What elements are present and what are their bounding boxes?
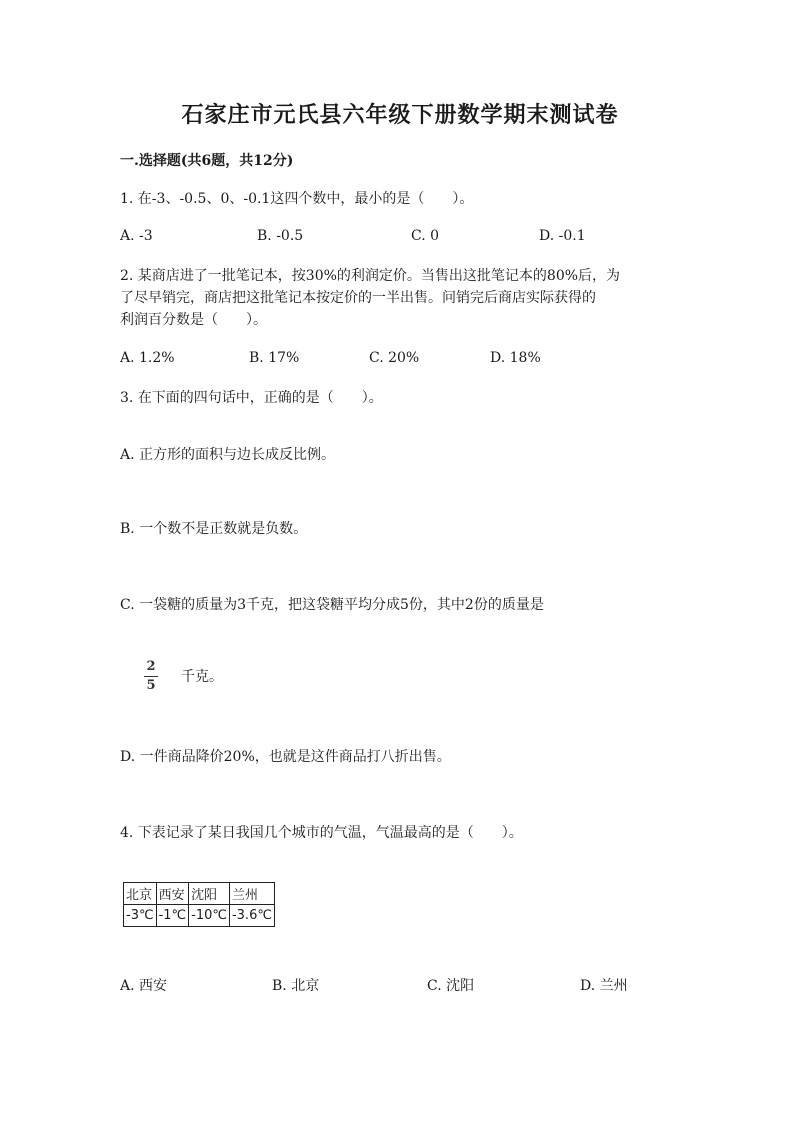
question-4-option-b: B. 北京 xyxy=(272,978,320,994)
page-title: 石家庄市元氏县六年级下册数学期末测试卷 xyxy=(181,102,619,128)
question-1-option-a: A. -3 xyxy=(120,228,153,244)
question-2-line-3: 利润百分数是（ ）。 xyxy=(120,312,267,328)
table-cell-city: 兰州 xyxy=(229,883,274,905)
question-3-option-b: B. 一个数不是正数就是负数。 xyxy=(120,521,308,537)
question-2-option-a: A. 1.2% xyxy=(120,350,175,366)
question-3-option-d: D. 一件商品降价20%，也就是这件商品打八折出售。 xyxy=(120,749,451,765)
question-2-line-1: 2. 某商店进了一批笔记本，按30%的利润定价。当售出这批笔记本的80%后，为 xyxy=(120,268,621,284)
table-cell-city: 西安 xyxy=(156,883,189,905)
question-1-option-b: B. -0.5 xyxy=(257,228,304,244)
table-row-cities xyxy=(124,883,275,905)
table-cell-city: 沈阳 xyxy=(189,883,230,905)
question-1-option-d: D. -0.1 xyxy=(539,228,586,244)
fraction-denominator: 5 xyxy=(146,678,156,693)
question-1-text: 1. 在-3、-0.5、0、-0.1这四个数中，最小的是（ ）。 xyxy=(120,191,474,207)
question-1-option-c: C. 0 xyxy=(411,228,440,244)
question-4-option-a: A. 西安 xyxy=(120,978,168,994)
table-cell-temperature: -1℃ xyxy=(156,905,189,927)
table-row-temperatures xyxy=(124,905,275,927)
fraction-two-fifths xyxy=(144,660,158,693)
temperature-table xyxy=(123,882,275,927)
table-cell-temperature: -3.6℃ xyxy=(229,905,274,927)
question-3-option-c-unit: 千克。 xyxy=(181,669,223,685)
fraction-numerator: 2 xyxy=(146,659,156,674)
question-2-option-b: B. 17% xyxy=(249,350,300,366)
question-2-option-c: C. 20% xyxy=(369,350,420,366)
question-3-text: 3. 在下面的四句话中，正确的是（ ）。 xyxy=(120,390,383,406)
table-cell-city: 北京 xyxy=(124,883,157,905)
question-3-option-c: C. 一袋糖的质量为3千克，把这袋糖平均分成5份，其中2份的质量是 xyxy=(120,597,544,613)
table-cell-temperature: -3℃ xyxy=(124,905,157,927)
question-4-option-c: C. 沈阳 xyxy=(427,978,475,994)
question-2-option-d: D. 18% xyxy=(490,350,541,366)
section-heading: 一.选择题(共6题，共12分) xyxy=(120,153,294,169)
fraction-bar xyxy=(144,676,158,677)
question-3-option-a: A. 正方形的面积与边长成反比例。 xyxy=(120,447,336,463)
question-4-text: 4. 下表记录了某日我国几个城市的气温，气温最高的是（ ）。 xyxy=(120,825,523,841)
question-4-option-d: D. 兰州 xyxy=(580,978,628,994)
table-cell-temperature: -10℃ xyxy=(189,905,230,927)
question-2-line-2: 了尽早销完，商店把这批笔记本按定价的一半出售。问销完后商店实际获得的 xyxy=(120,290,596,306)
